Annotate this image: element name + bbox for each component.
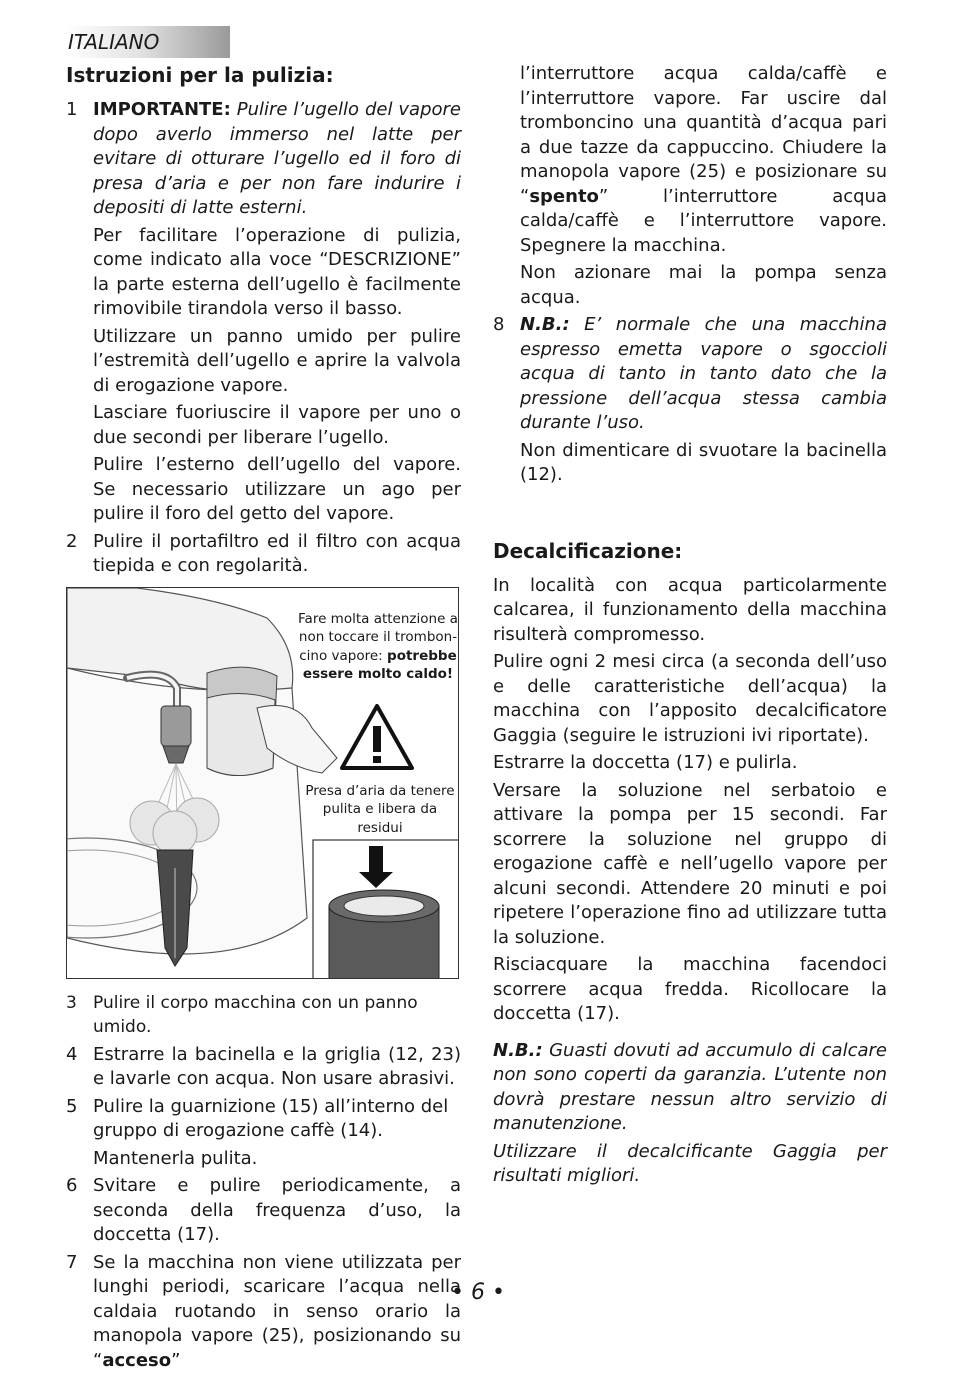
item7-text: Se la macchina non viene utilizzata per lunghi periodi, scaricare l’acqua nella caldaia ruotando in senso orario la manopola vapore (25), posizionando su “: [93, 1251, 461, 1371]
item7-bold: acceso: [102, 1349, 172, 1371]
list-item: [66, 1043, 461, 1092]
language-tab: ITALIANO: [66, 26, 230, 58]
paragraph: Utilizzare il decalcificante Gaggia per risultati migliori.: [493, 1140, 887, 1186]
list-item: [66, 991, 461, 1040]
item-number: 7: [66, 1251, 78, 1273]
warning-exclamation: [373, 726, 381, 752]
paragraph: Lasciare fuoriuscire il vapore per uno o due secondi per liberare l’ugello.: [93, 402, 461, 448]
item-number: 3: [66, 992, 77, 1013]
item-text: Pulire il portafiltro ed il filtro con acqua tiepida e con regolarità.: [93, 530, 461, 576]
cleaning-illustration: [66, 587, 459, 979]
nb-paragraph: [493, 1039, 887, 1137]
item7-cont-text2: ” l’interruttore acqua calda/caffè e l’interruttore vapore. Spegnere la macchina.: [520, 185, 887, 256]
arrow-down-icon: [369, 846, 383, 874]
air-intake-hole: [344, 896, 424, 916]
paragraph: Pulire l’esterno dell’ugello del vapore. Se necessario utilizzare un ago per pulire il foro del getto del vapore.: [93, 454, 461, 524]
item7-end: ”: [171, 1349, 181, 1371]
item7-cont-bold: spento: [529, 185, 599, 207]
paragraph: In località con acqua particolarmente calcarea, il funzionamento della macchina risulterà compromesso.: [493, 574, 887, 645]
list-item: [66, 1095, 461, 1144]
item7-cont-text: l’interruttore acqua calda/caffè e l’interruttore vapore. Far uscire dal tromboncino una quantità d’acqua pari a due tazze da cappuccino. Chiudere la manopola vapore (25) e posizionare su “: [520, 63, 887, 207]
paragraph: Non azionare mai la pompa senza acqua.: [520, 262, 887, 308]
paragraph: Non dimenticare di svuotare la bacinella (12).: [520, 439, 887, 485]
nb-text: Guasti dovuti ad accumulo di calcare non sono coperti da garanzia. L’utente non dovrà prestare nessun altro servizio di manutenzione.: [493, 1039, 887, 1134]
item-text: [93, 98, 461, 221]
list-item: [493, 313, 887, 436]
warning-caption-text: Fare molta attenzione a non toccare il trombon-cino vapore:: [298, 610, 458, 664]
paragraph: Pulire ogni 2 mesi circa (a seconda dell’uso e delle caratteristiche dell’acqua) la macchina con l’apposito decalcificatore Gaggia (seguire le istruzioni ivi riportate).: [493, 651, 887, 746]
item-number: 4: [66, 1043, 78, 1065]
paragraph: Mantenerla pulita.: [93, 1147, 258, 1169]
nb-text: E’ normale che una macchina espresso emetta vapore o sgoccioli acqua di tanto in tanto dato che la pressione dell’acqua stessa cambia durante l’uso.: [520, 314, 887, 433]
item-number: 6: [66, 1175, 78, 1196]
right-column: [493, 62, 887, 1192]
list-item: [66, 530, 461, 579]
list-item: [66, 1174, 461, 1248]
item-text: Svitare e pulire periodicamente, a seconda della frequenza d’uso, la doccetta (17).: [93, 1175, 461, 1245]
item-text: [520, 313, 887, 436]
item-number: 2: [66, 530, 78, 552]
important-label: IMPORTANTE:: [93, 99, 231, 120]
paragraph: Versare la soluzione nel serbatoio e attivare la pompa per 15 secondi. Far scorrere la soluzione nel gruppo di erogazione caffè e nell’ugello vapore per alcuni secondi. Attendere 20 minuti e poi ripetere l’operazione fino ad utilizzare tutta la soluzione.: [493, 779, 887, 948]
item-text: Estrarre la bacinella e la griglia (12, 23) e lavarle con acqua. Non usare abrasivi.: [93, 1043, 461, 1089]
paragraph: Estrarre la doccetta (17) e pulirla.: [493, 752, 798, 773]
air-intake-caption: Presa d’aria da tenere pulita e libera da residui: [305, 782, 455, 836]
important-text: Pulire l’ugello del vapore dopo averlo immerso nel latte per evitare di otturare l’ugello ed il foro di presa d’aria e per non fare indurire i depositi di latte esterni.: [93, 99, 461, 218]
warning-dot: [373, 756, 381, 763]
nb-label: N.B.:: [493, 1039, 543, 1061]
left-column: [66, 62, 461, 1376]
warning-caption-bold: potrebbe essere molto caldo!: [302, 647, 457, 682]
list-item: [66, 98, 461, 221]
paragraph: Utilizzare un panno umido per pulire l’estremità dell’ugello e aprire la valvola di erogazione vapore.: [93, 325, 461, 396]
item-number: 5: [66, 1095, 78, 1117]
item-number: 1: [66, 99, 78, 120]
item-text: Pulire il corpo macchina con un panno umido.: [93, 992, 418, 1037]
paragraph: Risciacquare la macchina facendoci scorrere acqua fredda. Ricollocare la doccetta (17).: [493, 954, 887, 1024]
paragraph: [493, 62, 887, 258]
paragraph: Per facilitare l’operazione di pulizia, come indicato alla voce “DESCRIZIONE” la parte esterna dell’ugello è facilmente rimovibile tirandola verso il basso.: [93, 224, 461, 319]
list-item: [66, 1251, 461, 1374]
page-number: • 6 •: [451, 1280, 505, 1305]
item-text: Pulire la guarnizione (15) all’interno del gruppo di erogazione caffè (14).: [93, 1095, 449, 1141]
nb-label: N.B.:: [520, 314, 570, 335]
cleaning-title: Istruzioni per la pulizia:: [66, 63, 334, 87]
descaling-title: Decalcificazione:: [493, 538, 683, 563]
item-text: [93, 1251, 461, 1374]
warning-caption: [296, 610, 459, 684]
steam-nozzle: [161, 706, 191, 746]
item-number: 8: [493, 314, 505, 335]
